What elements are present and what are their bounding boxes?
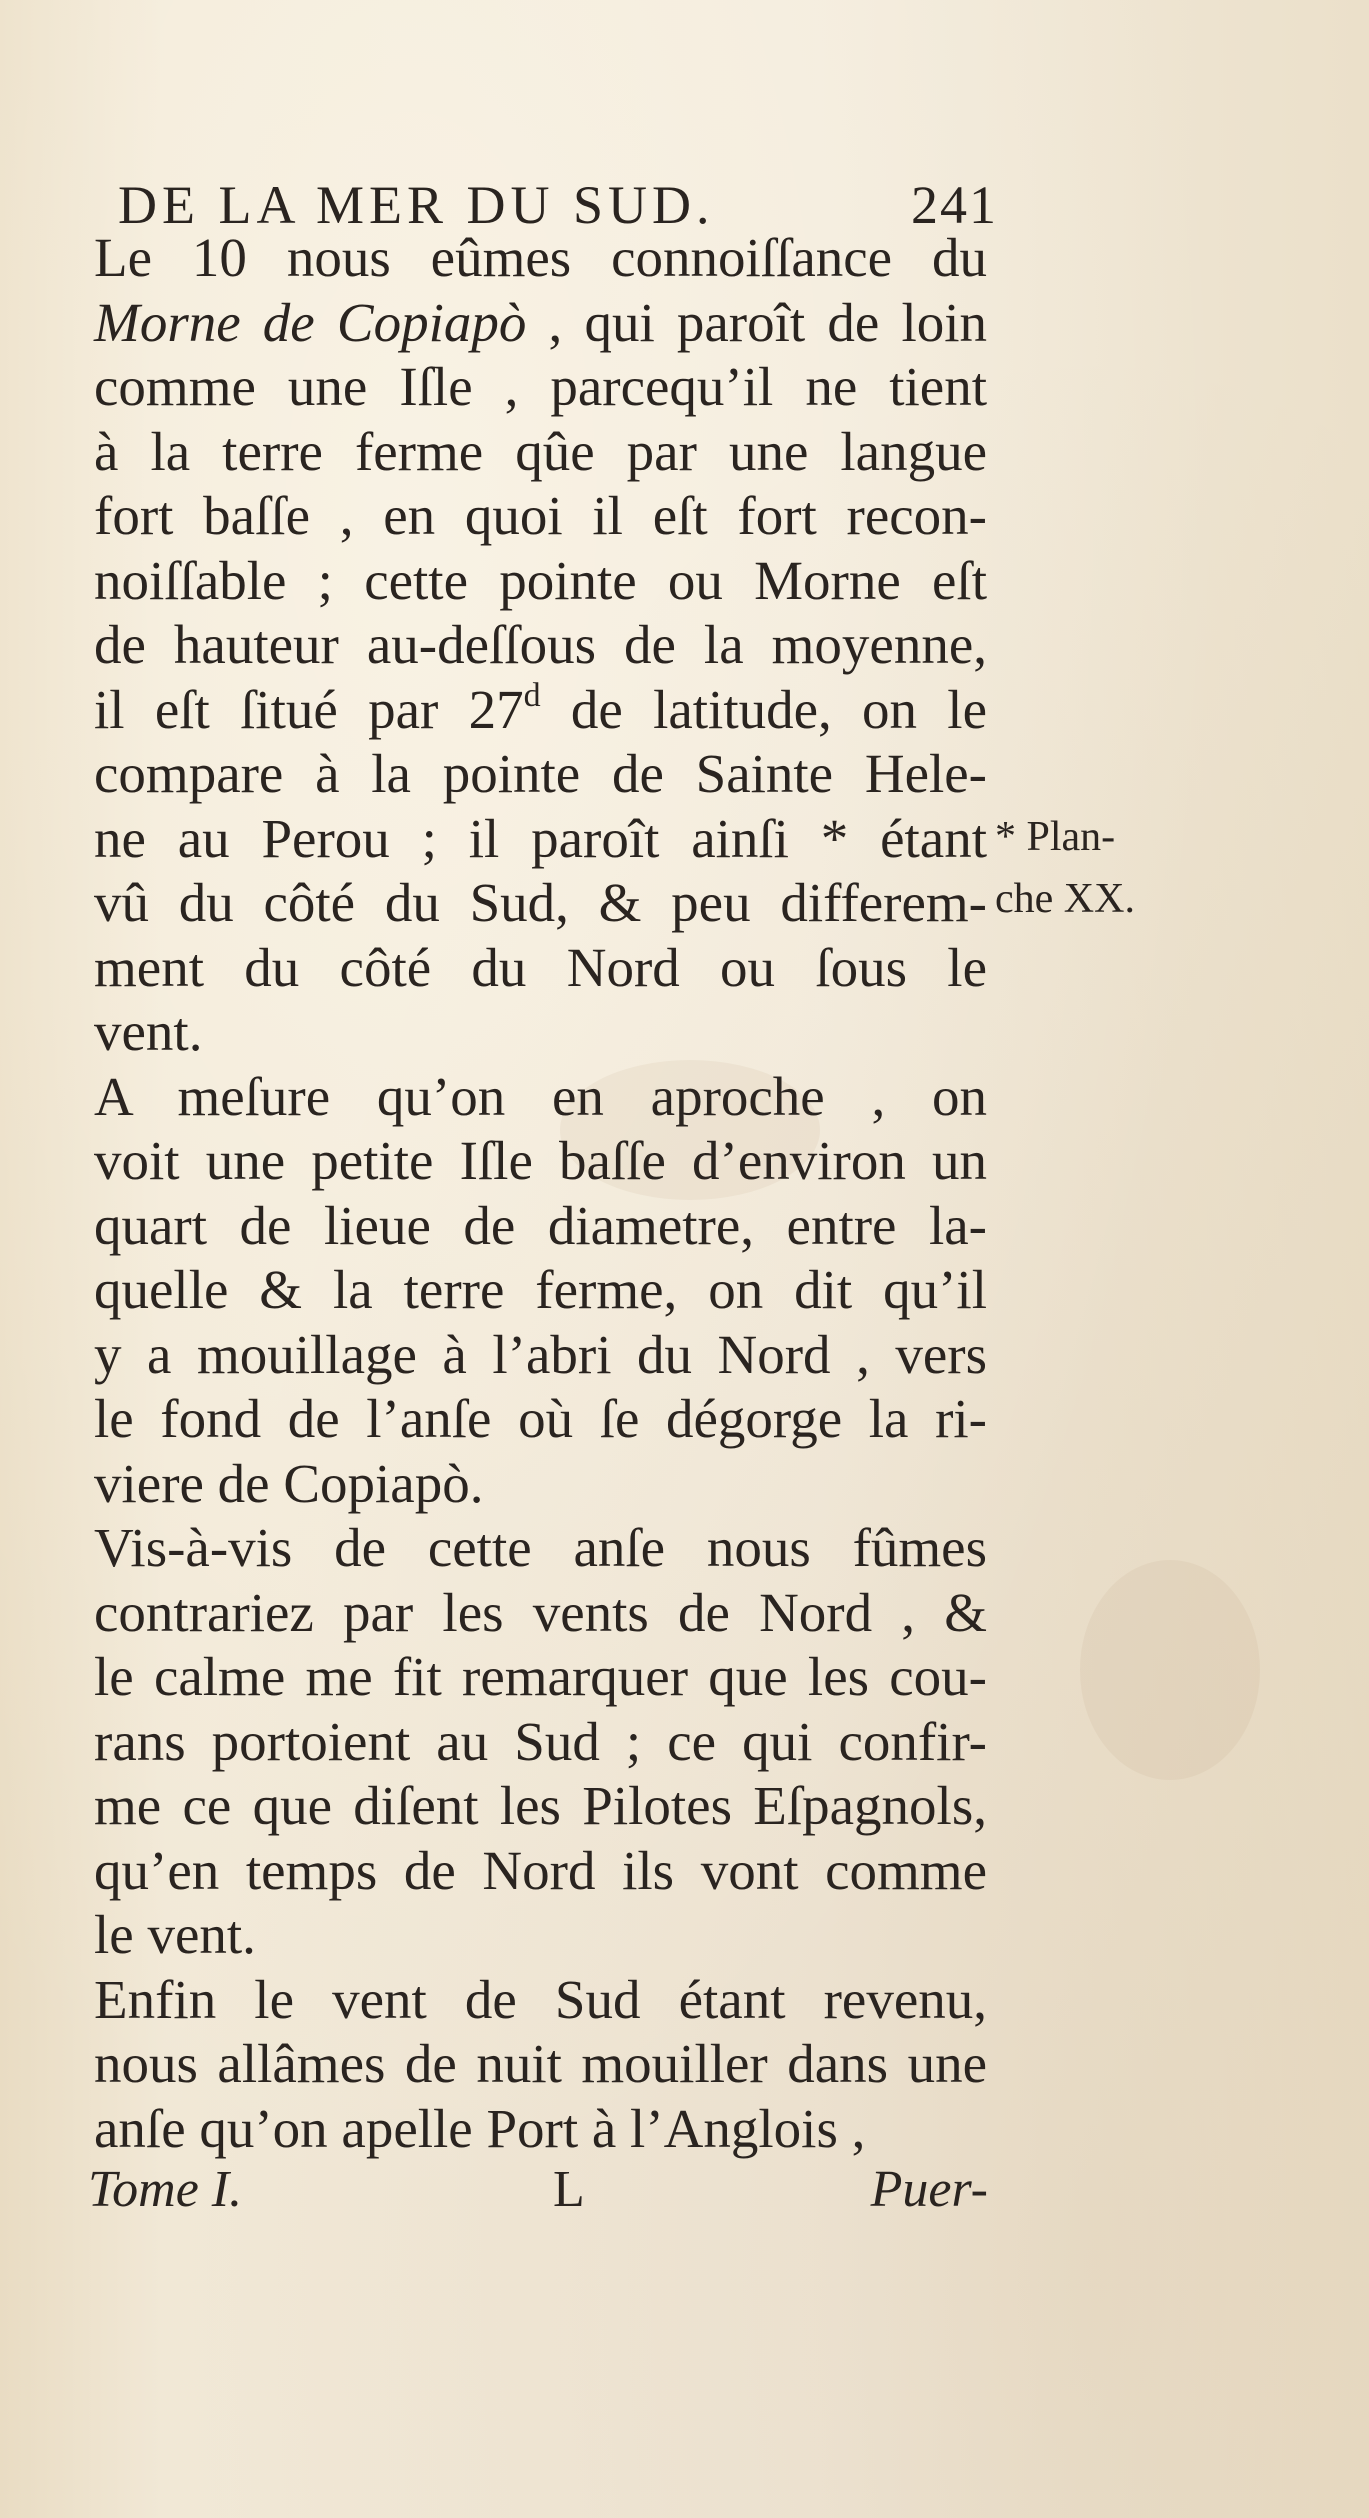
text-line: rans portoient au Sud ; ce qui confir- <box>94 1710 987 1772</box>
text-line: de hauteur au-deſſous de la moyenne, <box>94 614 987 675</box>
text-line: y a mouillage à l’abri du Nord , vers <box>94 1323 987 1385</box>
paper-stain <box>1080 1560 1260 1780</box>
text-line: à la terre ferme qûe par une langue <box>94 420 987 482</box>
text-line: fort baſſe , en quoi il eſt fort recon- <box>94 485 987 546</box>
text-line: quelle & la terre ferme, on dit qu’il <box>94 1259 987 1320</box>
text-line: noiſſable ; cette pointe ou Morne eſt <box>94 549 987 611</box>
page-footer <box>88 2160 988 2230</box>
text-line: comme une Iſle , parcequ’il ne tient <box>94 356 987 417</box>
text-line: voit une petite Iſle baſſe d’environ un <box>94 1130 987 1191</box>
text-line: le calme me fit remarquer que les cou- <box>94 1646 987 1707</box>
text-line: viere de Copiapò. <box>94 1452 484 1514</box>
text-line: anſe qu’on apelle Port à l’Anglois , <box>94 2097 866 2159</box>
text-line: me ce que diſent les Pilotes Eſpagnols, <box>94 1775 987 1836</box>
running-title: DE LA MER DU SUD. <box>118 175 715 235</box>
text-line: ment du côté du Nord ou ſous le <box>94 936 987 998</box>
text-line: A meſure qu’on en aproche , on <box>94 1065 987 1127</box>
text-line: Morne de Copiapò , qui paroît de loin <box>94 291 988 353</box>
catchword: Puer- <box>870 2161 988 2218</box>
text-line: Enfin le vent de Sud étant revenu, <box>94 1968 987 2030</box>
text-line: le vent. <box>94 1904 256 1965</box>
margin-note-line-1: * Plan- <box>995 814 1116 860</box>
text-line: contrariez par les vents de Nord , & <box>94 1581 987 1643</box>
text-line: compare à la pointe de Sainte Hele- <box>94 743 987 804</box>
margin-note-line-2: che XX. <box>995 876 1135 922</box>
volume-label: Tome I. <box>88 2161 243 2218</box>
text-line: quart de lieue de diametre, entre la- <box>94 1194 987 1256</box>
text-line: Le 10 nous eûmes connoiſſance du <box>94 227 987 288</box>
margin-note <box>995 808 1215 928</box>
text-line: Vis-à-vis de cette anſe nous fûmes <box>94 1517 987 1578</box>
text-line: le fond de l’anſe où ſe dégorge la ri- <box>94 1388 987 1449</box>
text-line: nous allâmes de nuit mouiller dans une <box>94 2033 987 2094</box>
page-number: 241 <box>911 175 998 235</box>
paragraph <box>32 226 987 1065</box>
body-text <box>32 226 987 2161</box>
paragraph <box>32 1968 987 2162</box>
paragraph <box>32 1065 987 1517</box>
text-line: il eſt ſitué par 27$^d$ de latitude, on le <box>94 676 987 740</box>
signature-mark: L <box>553 2161 585 2218</box>
text-line: ne au Perou ; il paroît ainſi * étant <box>94 807 987 869</box>
paragraph <box>32 1516 987 1968</box>
text-line: vû du côté du Sud, & peu differem- <box>94 872 987 933</box>
text-line: vent. <box>94 1001 203 1062</box>
text-line: qu’en temps de Nord ils vont comme <box>94 1839 987 1901</box>
